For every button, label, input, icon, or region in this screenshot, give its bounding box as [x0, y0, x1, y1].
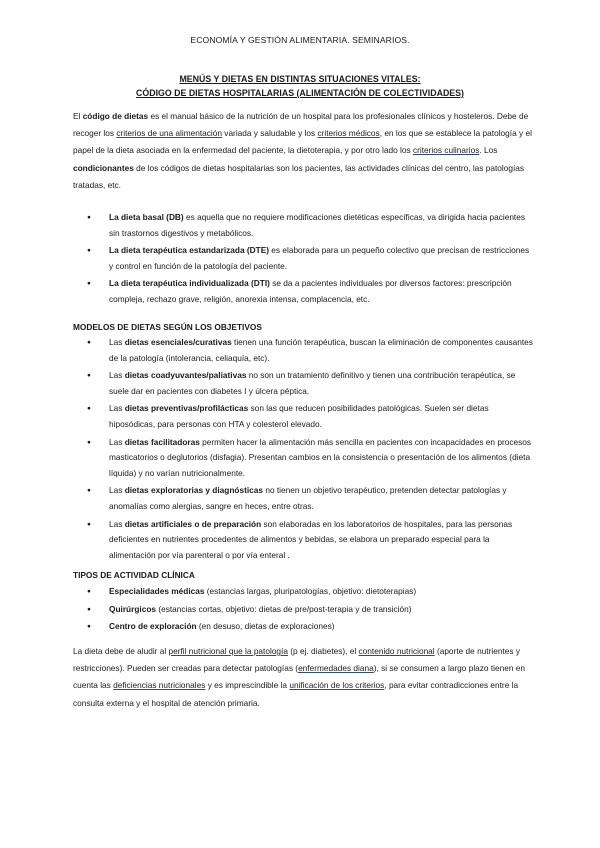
list-item: ● Las dietas esenciales/curativas tienen una función terapéutica, buscan la eliminación de componentes causantes de la patología (intolerancia, celiaquía, etc).: [73, 335, 535, 366]
list-item: ● Las dietas preventivas/profilácticas son las que reducen posibilidades patológicas. Suelen ser dietas hiposódicas, para personas con HTA y colesterol elevado.: [73, 401, 535, 432]
models-list: [73, 335, 535, 565]
document-title: [0, 72, 600, 100]
closing-paragraph: La dieta debe de aludir al perfil nutricional que la patología (p ej. diabetes), el contenido nutricional (aporte de nutrientes y restricciones). Pueden ser creadas para detectar patologías (enfermedades diana), si se consumen a largo plazo tienen en cuenta las deficiencias nutricionales y es imprescindible la unificación de los criterios, para evitar contradicciones entre la consulta externa y el hospital de atención primaria.: [73, 646, 525, 708]
list-item: ● La dieta basal (DB) es aquella que no requiere modificaciones dietéticas específicas, va dirigida hacia pacientes sin trastornos digestivos y metabólicos.: [73, 210, 535, 241]
list-item: ● Las dietas artificiales o de preparación son elaboradas en los laboratorios de hospitales, para las personas deficientes en nutrientes procedentes de alimentos y bebidas, se elabora un preparado especial para la alimentación por vía parenteral o por vía enteral .: [73, 517, 535, 564]
title-line-2: CÓDIGO DE DIETAS HOSPITALARIAS (ALIMENTACIÓN DE COLECTIVIDADES): [136, 88, 464, 98]
list-item: ● La dieta terapéutica estandarizada (DTE) es elaborada para un pequeño colectivo que precisan de restricciones y control en función de la patología del paciente.: [73, 243, 535, 274]
list-item: ● Las dietas facilitadoras permiten hacer la alimentación más sencilla en pacientes con incapacidades en procesos masticatorios o deglutorios (disfagia). Presentan cambios en la consistencia o presentación de los alimentos (dieta líquida) y no varían nutricionalmente.: [73, 435, 535, 482]
list-item: ● Las dietas coadyuvantes/paliativas no son un tratamiento definitivo y tienen una contribución terapéutica, se suele dar en pacientes con diabetes I y úlcera péptica.: [73, 368, 535, 399]
activity-heading: TIPOS DE ACTIVIDAD CLÍNICA: [73, 570, 195, 580]
page-header: ECONOMÍA Y GESTIÓN ALIMENTARIA. SEMINARIOS.: [190, 35, 410, 45]
activities-list: [73, 584, 535, 637]
intro-paragraph: El código de dietas es el manual básico de la nutrición de un hospital para los profesionales clínicos y hosteleros. Debe de recoger los criterios de una alimentación variada y saludable y los criterios médicos, en los que se establece la patología y el papel de la dieta asociada en la enfermedad del paciente, la dietoterapia, y por otro lado los criterios culinarios. Los condicionantes de los códigos de dietas hospitalarias son los pacientes, las actividades clínicas del centro, las patologías tratadas, etc.: [73, 111, 532, 190]
list-item: ● Las dietas exploratorias y diagnósticas no tienen un objetivo terapéutico, pretenden detectar patologías y anomalías como alergias, sangre en heces, entre otras.: [73, 483, 535, 514]
title-line-1: MENÚS Y DIETAS EN DISTINTAS SITUACIONES VITALES:: [179, 74, 421, 84]
list-item: ● Especialidades médicas (estancias largas, pluripatologías, objetivo: dietoterapias): [73, 584, 535, 600]
models-heading: MODELOS DE DIETAS SEGÚN LOS OBJETIVOS: [73, 322, 262, 332]
list-item: ● La dieta terapéutica individualizada (DTI) se da a pacientes individuales por diversos factores: prescripción compleja, rechazo grave, religión, anorexia intensa, complacencia, etc.: [73, 276, 535, 307]
list-item: ● Centro de exploración (en desuso, dietas de exploraciones): [73, 619, 535, 635]
list-item: ● Quirúrgicos (estancias cortas, objetivo: dietas de pre/post-terapia y de transición): [73, 602, 535, 618]
diet-types-list: [73, 210, 535, 310]
